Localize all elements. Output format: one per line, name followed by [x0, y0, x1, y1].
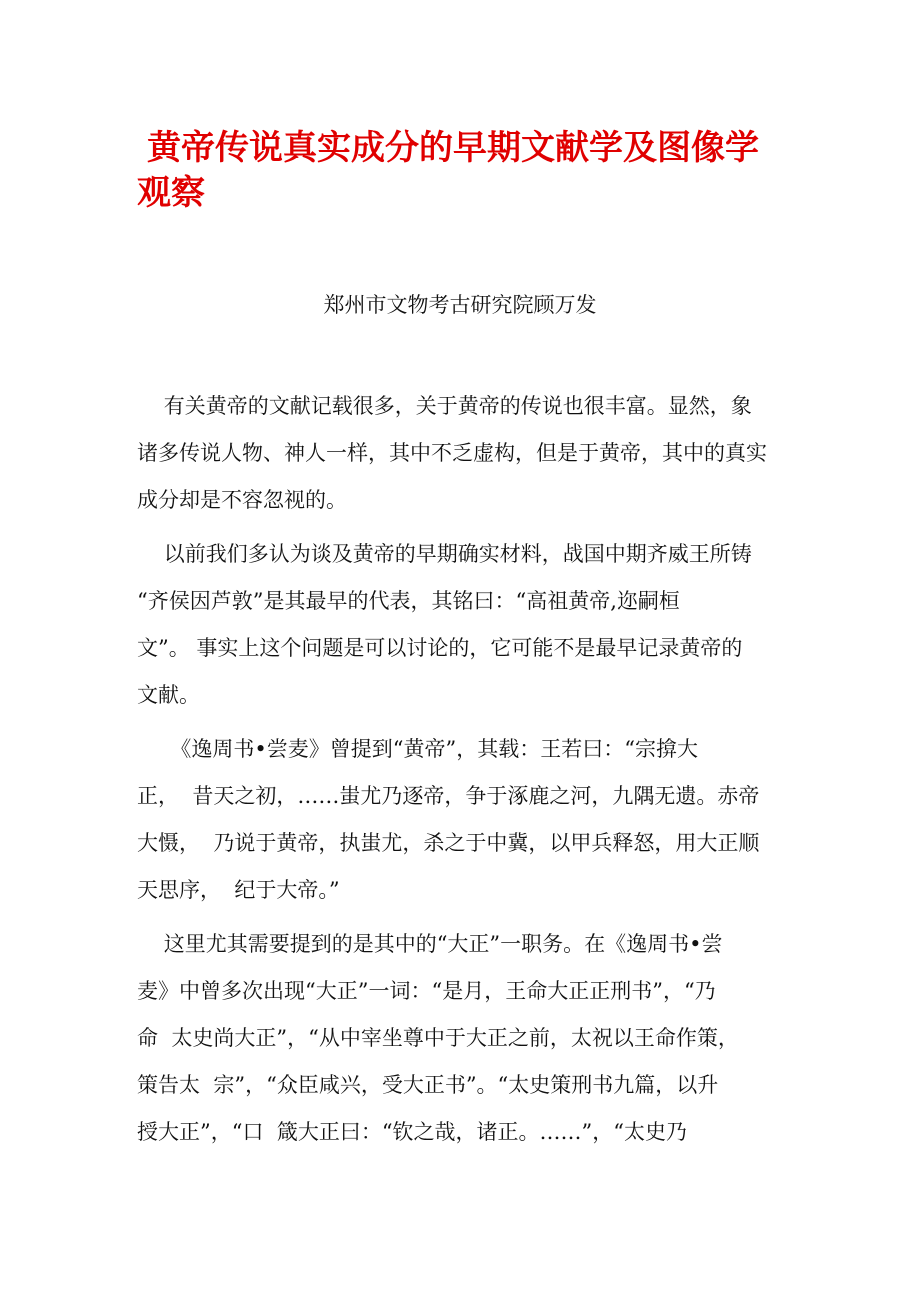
title-line-1: 黄帝传说真实成分的早期文献学及图像学 — [147, 128, 759, 168]
text-line: 麦》中曾多次出现“大正”一词：“是月，王命大正正刑书”，“乃 — [137, 979, 716, 1003]
text-line: 这里尤其需要提到的是其中的“大正”一职务。在《逸周书•尝 — [137, 932, 723, 956]
text-line: 授大正”，“口 箴大正曰：“钦之哉，诸正。……”，“太史乃 — [137, 1120, 688, 1144]
text-line: 成分却是不容忽视的。 — [137, 488, 347, 512]
text-line: 正， 昔天之初，……蚩尤乃逐帝，争于涿鹿之河，九隅无遗。赤帝 — [137, 784, 760, 808]
text-line: 有关黄帝的文献记载很多，关于黄帝的传说也很丰富。显然，象 — [137, 394, 752, 418]
text-line: 天思序， 纪于大帝。” — [137, 878, 340, 902]
author-line: 郑州市文物考古研究院顾万发 — [323, 293, 597, 317]
text-line: 诸多传说人物、神人一样，其中不乏虚构，但是于黄帝，其中的真实 — [137, 441, 767, 465]
text-line: 文”。 事实上这个问题是可以讨论的，它可能不是最早记录黄帝的 — [137, 636, 743, 660]
text-line: 文献。 — [137, 683, 200, 707]
text-line: 以前我们多认为谈及黄帝的早期确实材料，战国中期齐威王所铸 — [137, 542, 752, 566]
text-line: “齐侯因芦敦”是其最早的代表，其铭曰：“高祖黄帝,迩嗣桓 — [137, 589, 680, 613]
text-line: 策告太 宗”，“众臣咸兴，受大正书”。“太史策刑书九篇，以升 — [137, 1073, 719, 1097]
text-line: 《逸周书•尝麦》曾提到“黄帝”，其载：王若曰：“宗揜大 — [137, 737, 698, 761]
paragraph-2 — [137, 531, 797, 719]
paragraph-4 — [137, 921, 797, 1156]
paragraph-1 — [137, 383, 797, 524]
body-text — [137, 383, 797, 1163]
title-line-2: 观察 — [137, 173, 205, 213]
document-title — [137, 126, 787, 216]
text-line: 命 太史尚大正”，“从中宰坐尊中于大正之前，太祝以王命作策， — [137, 1026, 739, 1050]
paragraph-3 — [137, 726, 797, 914]
text-line: 大慑， 乃说于黄帝，执蚩尤，杀之于中冀，以甲兵释怒，用大正顺 — [137, 831, 760, 855]
